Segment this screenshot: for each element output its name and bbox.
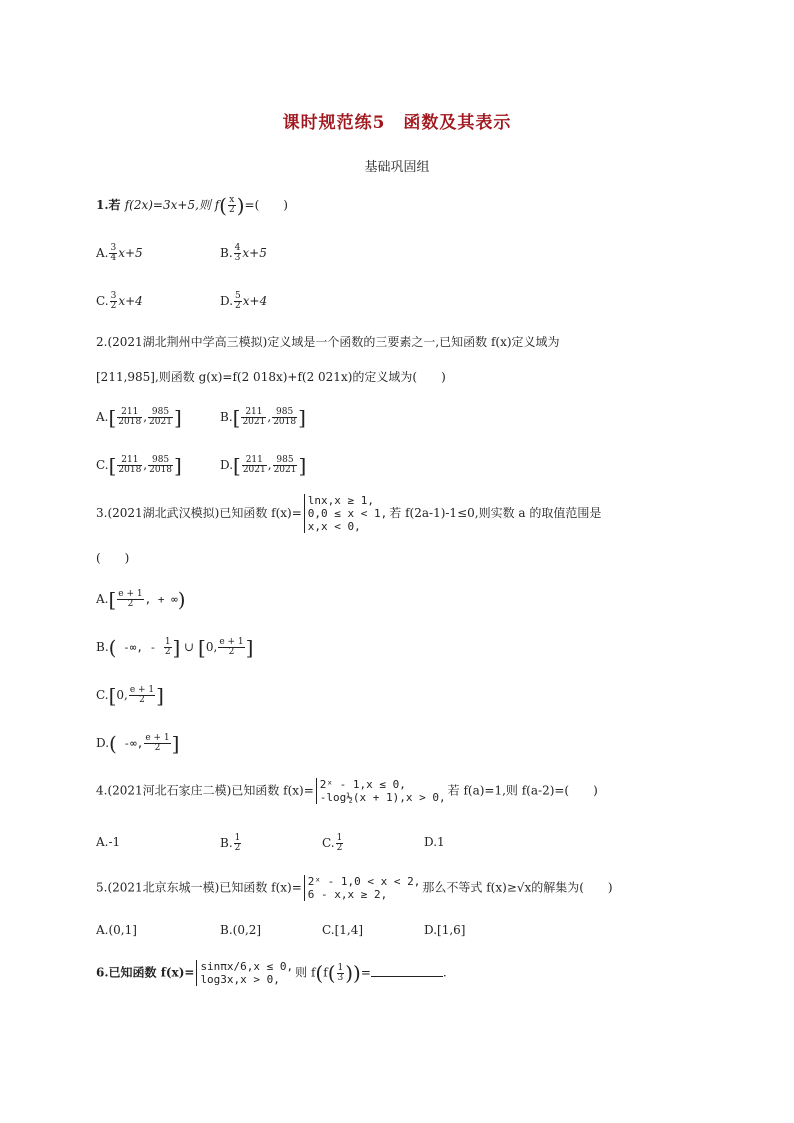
question-1: 1.若 f(2x)=3x+5,则 f( $\frac{x}{2}$ )=( ) <box>96 193 288 218</box>
answer-paren: =( ) <box>244 198 288 212</box>
question-6-period: . <box>442 965 447 980</box>
piecewise-function: sinπx/6,x ≤ 0, log3x,x > 0, <box>196 960 293 986</box>
question-3-paren: ( ) <box>96 551 130 565</box>
piecewise-function: 2ˣ - 1,x ≤ 0, -log½(x + 1),x > 0, <box>316 778 446 804</box>
q5-option-a[interactable]: A.(0,1] <box>96 923 137 937</box>
question-2-line-2: [211,985],则函数 g(x)=f(2 018x)+f(2 021x)的定义域为( ) <box>96 370 446 384</box>
q1-option-d[interactable]: D. $\frac{5}{2}$ x+4 <box>220 291 268 311</box>
question-1-expr: f(2x)=3x+5,则 f <box>124 198 220 212</box>
q3-option-a[interactable]: A.[ $\frac{e + 1}{2}$ , + ∞) <box>96 587 186 612</box>
question-6-expr: 则 f <box>295 965 316 980</box>
question-6-equals: = <box>360 965 371 980</box>
question-4-stem: 4.(2021河北石家庄二模)已知函数 f(x)= <box>96 783 314 798</box>
question-3-condition: 若 f(2a-1)-1≤0,则实数 a 的取值范围是 <box>389 506 602 520</box>
page-title: 课时规范练5 函数及其表示 <box>282 113 512 133</box>
q4-option-c[interactable]: C. $\frac{1}{2}$ <box>322 833 343 853</box>
q1-option-a[interactable]: A. $\frac{3}{4}$ x+5 <box>96 243 143 263</box>
fraction: $\frac{x}{2}$ <box>228 195 235 215</box>
question-5-stem: 5.(2021北京东城一模)已知函数 f(x)= <box>96 880 302 895</box>
question-6-inner: f <box>323 965 328 980</box>
question-6: 6.已知函数 f(x)= sinπx/6,x ≤ 0, log3x,x > 0, 则 f(f( $\frac{1}{3}$ ))= . <box>96 960 447 986</box>
q3-option-d[interactable]: D.( -∞, $\frac{e + 1}{2}$ ] <box>96 731 180 756</box>
question-2-line-1: 2.(2021湖北荆州中学高三模拟)定义域是一个函数的三要素之一,已知函数 f(x)定义域为 <box>96 335 560 349</box>
q3-option-c[interactable]: C.[0, $\frac{e + 1}{2}$ ] <box>96 683 164 708</box>
q2-option-a[interactable]: A.[ $\frac{211}{2018}$ , $\frac{985}{2021}$ ] <box>96 405 182 430</box>
question-4-condition: 若 f(a)=1,则 f(a-2)=( ) <box>447 783 598 798</box>
piecewise-function: 2ˣ - 1,0 < x < 2, 6 - x,x ≥ 2, <box>304 875 421 901</box>
piecewise-function: lnx,x ≥ 1, 0,0 ≤ x < 1, x,x < 0, <box>304 494 387 533</box>
q2-option-d[interactable]: D.[ $\frac{211}{2021}$ , $\frac{985}{2021}$ ] <box>220 453 307 478</box>
question-3 <box>96 494 601 533</box>
q4-option-b[interactable]: B. $\frac{1}{2}$ <box>220 833 241 853</box>
question-4 <box>96 778 598 804</box>
q5-option-c[interactable]: C.[1,4] <box>322 923 364 937</box>
q5-option-b[interactable]: B.(0,2] <box>220 923 262 937</box>
q1-option-b[interactable]: B. $\frac{4}{3}$ x+5 <box>220 243 267 263</box>
q1-option-c[interactable]: C. $\frac{3}{2}$ x+4 <box>96 291 143 311</box>
question-5-condition: 那么不等式 f(x)≥√x的解集为( ) <box>422 880 613 895</box>
q3-option-b[interactable]: B.( -∞, - $\frac{1}{2}$ ] ∪ [0, $\frac{e + 1}{2}$ ] <box>96 635 254 660</box>
q2-option-b[interactable]: B.[ $\frac{211}{2021}$ , $\frac{985}{2018}$ ] <box>220 405 306 430</box>
q5-option-d[interactable]: D.[1,6] <box>424 923 466 937</box>
q4-option-a[interactable]: A.-1 <box>96 835 121 849</box>
answer-blank[interactable] <box>371 965 443 977</box>
section-subtitle: 基础巩固组 <box>364 160 430 175</box>
q2-option-c[interactable]: C.[ $\frac{211}{2018}$ , $\frac{985}{2018}$ ] <box>96 453 182 478</box>
question-5 <box>96 875 613 901</box>
question-1-number: 1.若 <box>96 198 125 212</box>
q4-option-d[interactable]: D.1 <box>424 835 445 849</box>
question-3-stem: 3.(2021湖北武汉模拟)已知函数 f(x)= <box>96 506 302 520</box>
question-6-stem: 6.已知函数 f(x)= <box>96 965 195 980</box>
